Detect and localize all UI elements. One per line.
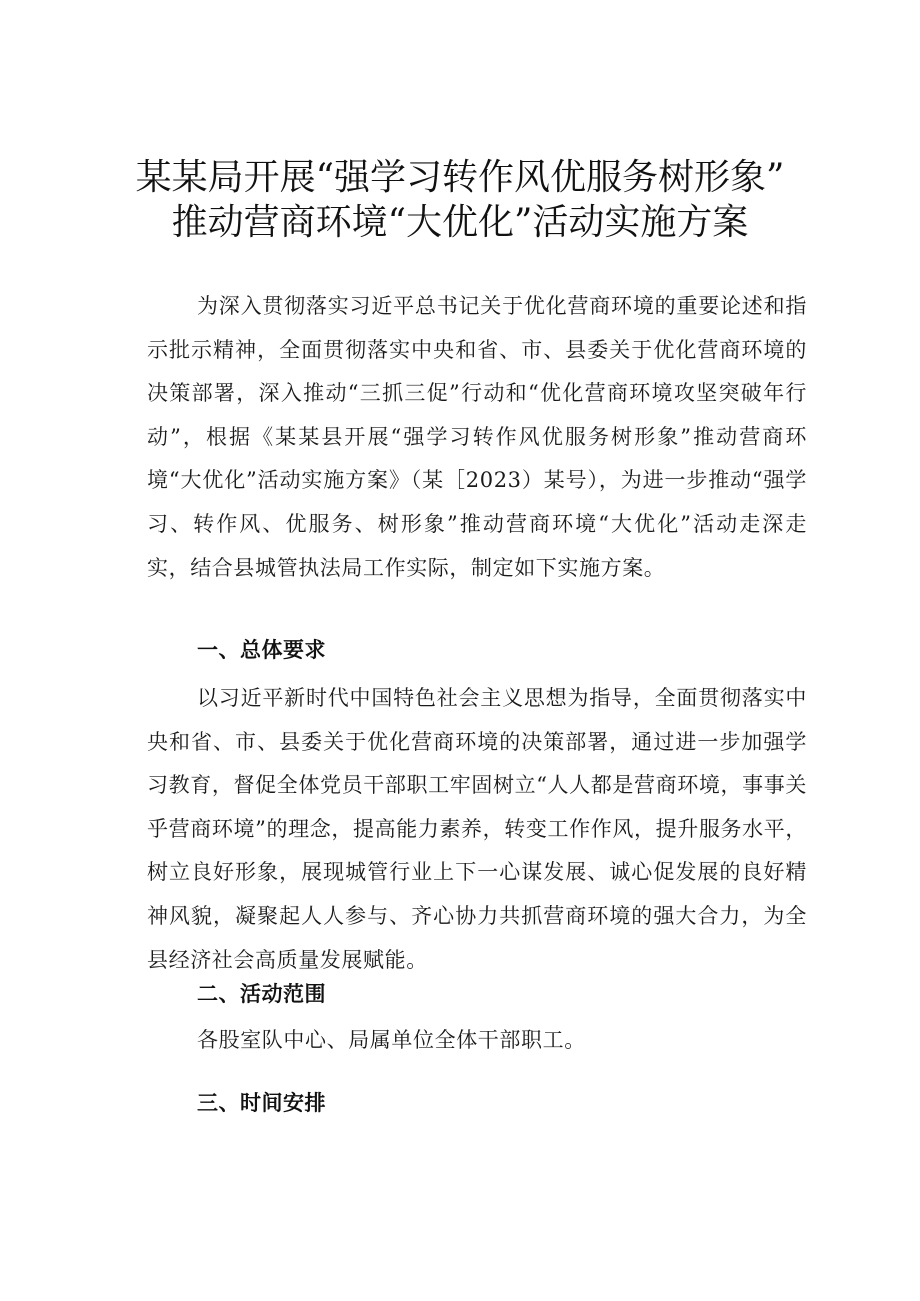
section-heading-activity-scope: 二、活动范围 [197,982,326,1006]
document-title-line-1: 某某局开展“强学习转作风优服务树形象” [135,157,785,198]
section-heading-overall-requirements: 一、总体要求 [197,638,326,662]
document-title-line-2: 推动营商环境“大优化”活动实施方案 [171,202,749,243]
intro-paragraph: 为深入贯彻落实习近平总书记关于优化营商环境的重要论述和指示批示精神，全面贯彻落实中央和省、市、县委关于优化营商环境的决策部署，深入推动“三抓三促”行动和“优化营商环境攻坚突破年行动”，根据《某某县开展“强学习转作风优服务树形象”推动营商环境“大优化”活动实施方案》（某［2023）某号），为进一步推动“强学习、转作风、优服务、树形象”推动营商环境“大优化”活动走深走实，结合县城管执法局工作实际，制定如下实施方案。 [147,294,807,580]
section-body-overall-requirements: 以习近平新时代中国特色社会主义思想为指导，全面贯彻落实中央和省、市、县委关于优化营商环境的决策部署，通过进一步加强学习教育，督促全体党员干部职工牢固树立“人人都是营商环境，事事关乎营商环境”的理念，提高能力素养，转变工作作风，提升服务水平，树立良好形象，展现城管行业上下一心谋发展、诚心促发展的良好精神风貌，凝聚起人人参与、齐心协力共抓营商环境的强大合力，为全县经济社会高质量发展赋能。 [147,686,807,972]
section-body-activity-scope: 各股室队中心、局属单位全体干部职工。 [197,1028,586,1052]
section-heading-schedule: 三、时间安排 [197,1091,326,1115]
